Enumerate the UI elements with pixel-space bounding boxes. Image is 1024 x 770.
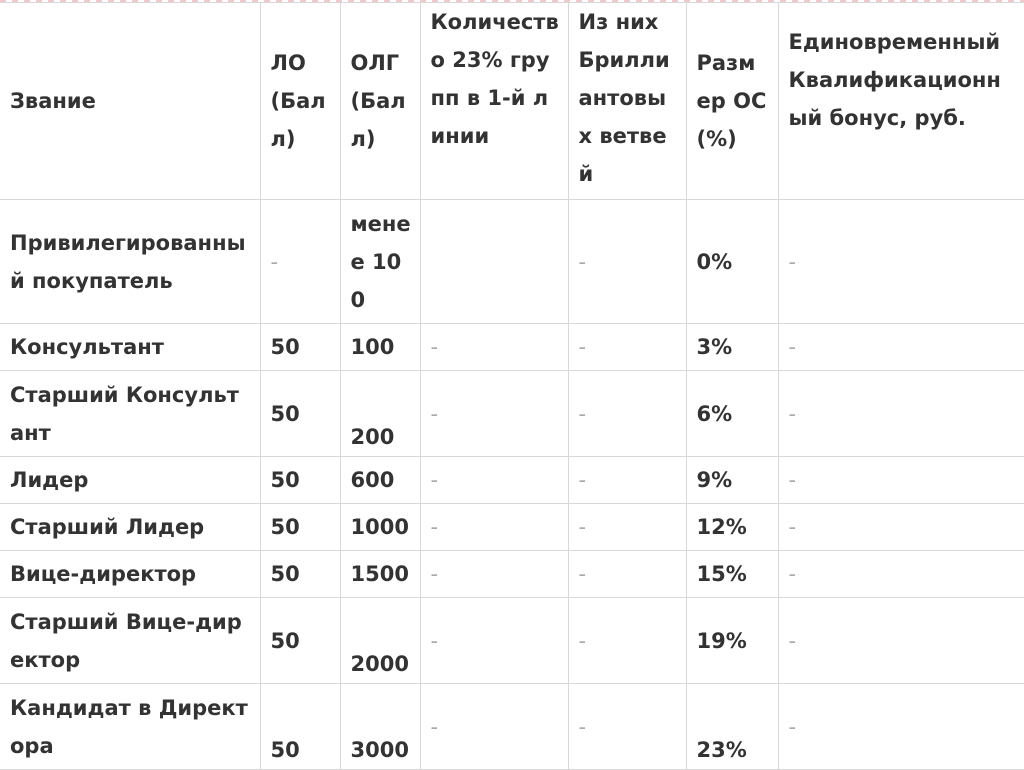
table-row — [0, 457, 1024, 504]
rank-qualification-table — [0, 2, 1024, 770]
cell-olg: 1500 — [340, 551, 420, 598]
cell-rank: Лидер — [0, 457, 260, 504]
cell-diamond-branches: - — [568, 598, 686, 684]
cell-diamond-branches: - — [568, 504, 686, 551]
cell-groups-count: - — [420, 457, 568, 504]
cell-rank: Вице-директор — [0, 551, 260, 598]
cell-diamond-branches: - — [568, 457, 686, 504]
cell-os-size: 0% — [686, 200, 778, 324]
cell-diamond-branches: - — [568, 371, 686, 457]
table-row — [0, 504, 1024, 551]
header-rank: Звание — [0, 3, 260, 200]
cell-olg: 1000 — [340, 504, 420, 551]
cell-qualification-bonus: - — [778, 457, 1024, 504]
cell-groups-count: - — [420, 504, 568, 551]
cell-diamond-branches: - — [568, 200, 686, 324]
header-qualification-bonus: Единовременный Квалификационный бонус, руб. — [778, 3, 1024, 200]
cell-qualification-bonus: - — [778, 504, 1024, 551]
cell-groups-count — [420, 200, 568, 324]
cell-qualification-bonus: - — [778, 551, 1024, 598]
cell-olg: 3000 — [340, 684, 420, 770]
cell-rank: Старший Лидер — [0, 504, 260, 551]
cell-groups-count: - — [420, 551, 568, 598]
header-diamond-branches: Из них Бриллиантовых ветвей — [568, 3, 686, 200]
cell-lo: 50 — [260, 504, 340, 551]
cell-lo: 50 — [260, 551, 340, 598]
cell-lo: - — [260, 200, 340, 324]
cell-qualification-bonus: - — [778, 371, 1024, 457]
cell-rank: Консультант — [0, 324, 260, 371]
cell-olg: 200 — [340, 371, 420, 457]
cell-diamond-branches: - — [568, 684, 686, 770]
cell-groups-count: - — [420, 371, 568, 457]
cell-qualification-bonus: - — [778, 684, 1024, 770]
cell-olg: 600 — [340, 457, 420, 504]
header-os-size: Размер ОС (%) — [686, 3, 778, 200]
cell-groups-count: - — [420, 684, 568, 770]
cell-qualification-bonus: - — [778, 324, 1024, 371]
cell-os-size: 12% — [686, 504, 778, 551]
cell-olg: менее 100 — [340, 200, 420, 324]
cell-rank: Старший Вице-директор — [0, 598, 260, 684]
header-lo: ЛО (Балл) — [260, 3, 340, 200]
cell-rank: Кандидат в Директора — [0, 684, 260, 770]
table-row — [0, 324, 1024, 371]
cell-os-size: 6% — [686, 371, 778, 457]
cell-qualification-bonus: - — [778, 200, 1024, 324]
cell-olg: 2000 — [340, 598, 420, 684]
table-row — [0, 684, 1024, 770]
table-header-row — [0, 3, 1024, 200]
cell-diamond-branches: - — [568, 324, 686, 371]
cell-rank: Старший Консультант — [0, 371, 260, 457]
table-row — [0, 371, 1024, 457]
cell-lo: 50 — [260, 371, 340, 457]
cell-os-size: 15% — [686, 551, 778, 598]
cell-diamond-branches: - — [568, 551, 686, 598]
cell-rank: Привилегированный покупатель — [0, 200, 260, 324]
header-groups-count: Количество 23% групп в 1-й линии — [420, 3, 568, 200]
cell-os-size: 9% — [686, 457, 778, 504]
cell-lo: 50 — [260, 457, 340, 504]
cell-groups-count: - — [420, 324, 568, 371]
cell-os-size: 19% — [686, 598, 778, 684]
table-row — [0, 598, 1024, 684]
cell-os-size: 23% — [686, 684, 778, 770]
cell-lo: 50 — [260, 324, 340, 371]
cell-lo: 50 — [260, 598, 340, 684]
header-olg: ОЛГ (Балл) — [340, 3, 420, 200]
table-row — [0, 551, 1024, 598]
cell-lo: 50 — [260, 684, 340, 770]
cell-olg: 100 — [340, 324, 420, 371]
table-row — [0, 200, 1024, 324]
cell-os-size: 3% — [686, 324, 778, 371]
cell-qualification-bonus: - — [778, 598, 1024, 684]
cell-groups-count: - — [420, 598, 568, 684]
